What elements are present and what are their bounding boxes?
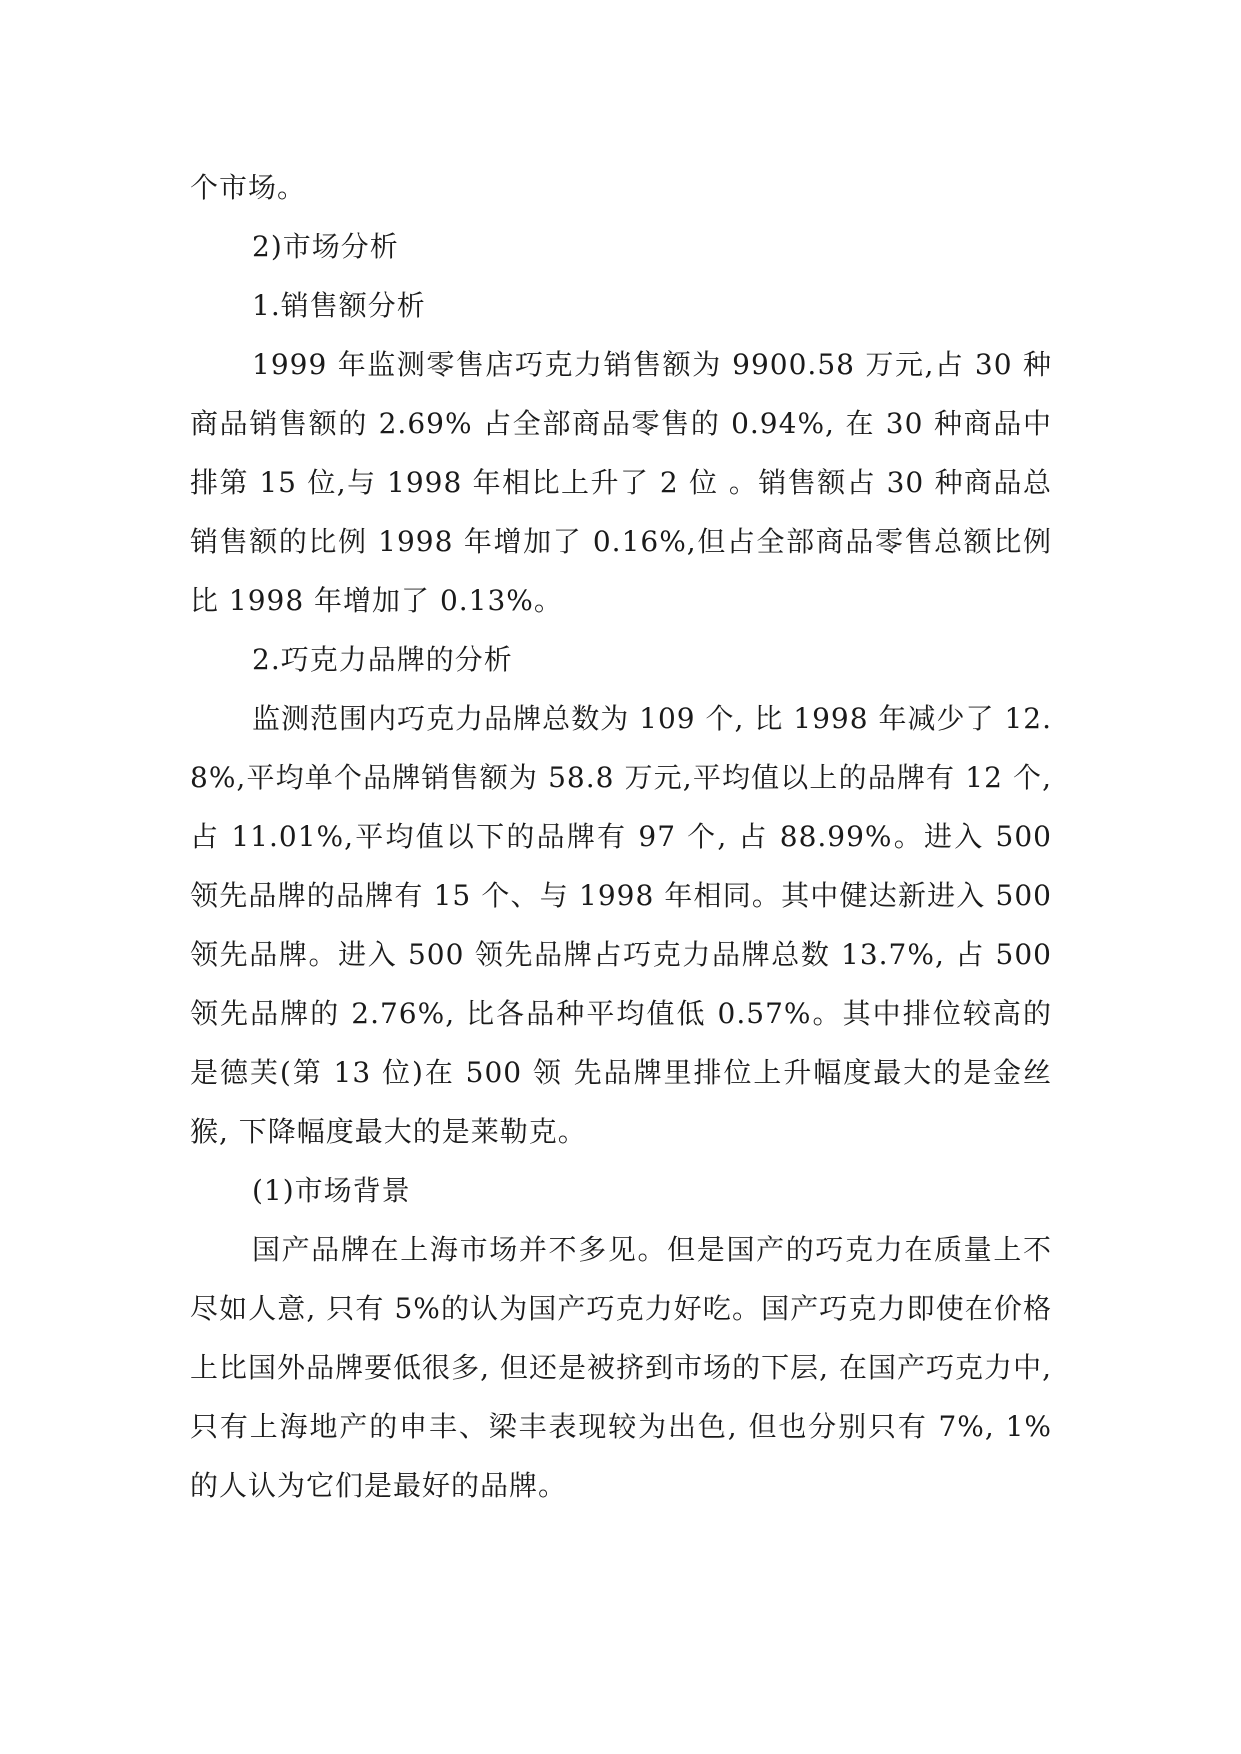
document-body [190,158,1052,1515]
paragraph-market-background: 国产品牌在上海市场并不多见。但是国产的巧克力在质量上不尽如人意, 只有 5%的认为国产巧克力好吃。国产巧克力即使在价格上比国外品牌要低很多, 但还是被挤到市场的下层, 在国产巧克力中, 只有上海地产的申丰、梁丰表现较为出色, 但也分别只有 7%, 1%的人认为它们是最好的品牌。 [190,1233,1052,1502]
paragraph-sales-analysis: 1999 年监测零售店巧克力销售额为 9900.58 万元,占 30 种商品销售额的 2.69% 占全部商品零售的 0.94%, 在 30 种商品中排第 15 位,与 1998 年相比上升了 2 位 。销售额占 30 种商品总销售额的比例 1998 年增加了 0.16%,但占全部商品零售总额比例比 1998 年增加了 0.13%。 [190,348,1052,617]
subsection-heading-market-background: (1)市场背景 [252,1174,411,1207]
subsection-heading-brand-analysis: 2.巧克力品牌的分析 [252,643,513,676]
section-heading-market-analysis: 2)市场分析 [252,230,399,263]
paragraph-continuation: 个市场。 [190,171,307,204]
paragraph-brand-analysis: 监测范围内巧克力品牌总数为 109 个, 比 1998 年减少了 12.8%,平均单个品牌销售额为 58.8 万元,平均值以上的品牌有 12 个, 占 11.01%,平均值以下的品牌有 97 个, 占 88.99%。进入 500 领先品牌的品牌有 15 个、与 1998 年相同。其中健达新进入 500 领先品牌。进入 500 领先品牌占巧克力品牌总数 13.7%, 占 500 领先品牌的 2.76%, 比各品种平均值低 0.57%。其中排位较高的是德芙(第 13 位)在 500 领 先品牌里排位上升幅度最大的是金丝猴, 下降幅度最大的是莱勒克。 [190,702,1052,1148]
subsection-heading-sales-analysis: 1.销售额分析 [252,289,426,322]
